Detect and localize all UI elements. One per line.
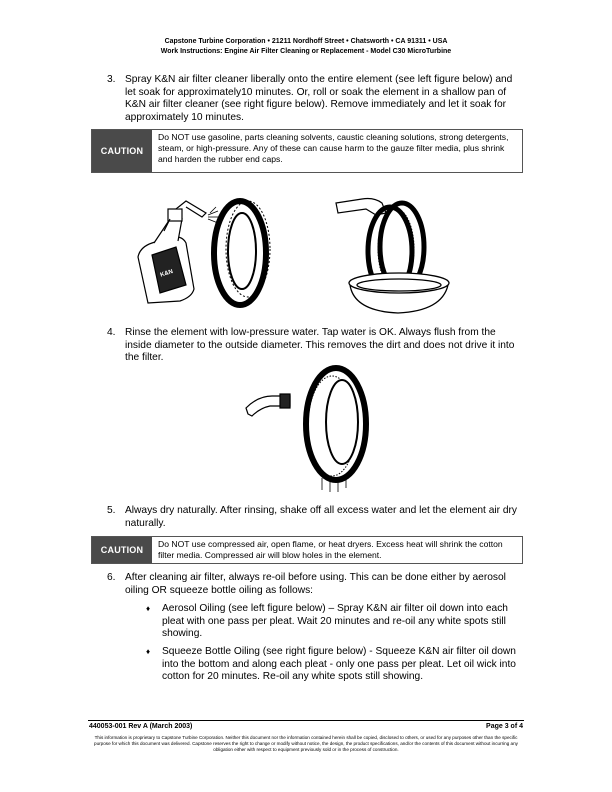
- step-5: [107, 505, 523, 530]
- bullet-text: Squeeze Bottle Oiling (see right figure below) - Squeeze K&N air filter oil down into the bottom and along each pleat - only one pass per pleat. Let oil wick into cotton for 20 minutes. Re-oil any white spots still showing.: [162, 646, 516, 683]
- step-3: [107, 74, 523, 124]
- hose-nozzle-illustration: [246, 394, 290, 416]
- figure-rinse-with-hose: [240, 362, 380, 492]
- step-text: Rinse the element with low-pressure water. Tap water is OK. Always flush from the inside diameter to the outside diameter. This removes the dirt and does not drive it into the filter.: [125, 327, 515, 364]
- step-number: 6.: [107, 572, 116, 583]
- caution-box-heat: [91, 536, 523, 564]
- header-title-line: Work Instructions: Engine Air Filter Cleaning or Replacement - Model C30 MicroTurbine: [160, 48, 452, 55]
- bullet-squeeze-bottle-oiling: [146, 646, 526, 684]
- footer-proprietary-notice: This information is proprietary to Capstone Turbine Corporation. Neither this document nor the information contained herein shall be copied, disclosed to others, or used for any purposes other than the specific purpose for which this document was delivered. Capstone reserves the right to change or modify without notice, the design, the product specifications, and/or the contents of this document without incurring any obligation either with respect to equipment previously sold or in the process of construction.: [94, 735, 518, 752]
- caution-label: CAUTION: [92, 130, 152, 172]
- step-text: After cleaning air filter, always re-oil before using. This can be done either by aerosol oiling OR squeeze bottle oiling as follows:: [125, 572, 506, 596]
- bottle-brand-label: K&N: [159, 268, 174, 279]
- step-number: 4.: [107, 327, 116, 338]
- caution-text: Do NOT use gasoline, parts cleaning solvents, caustic cleaning solutions, strong detergents, steam, or high-pressure. Any of these can cause harm to the gauze filter media, plus shrink and harden the rubber end caps.: [158, 132, 509, 164]
- bullet-aerosol-oiling: [146, 603, 526, 641]
- diamond-bullet-icon: ♦: [146, 647, 151, 656]
- caution-box-chemicals: [91, 129, 523, 173]
- footer-page-number: Page 3 of 4: [486, 723, 523, 730]
- step-text: Always dry naturally. After rinsing, shake off all excess water and let the element air dry naturally.: [125, 505, 518, 529]
- spray-bottle-illustration: [138, 201, 206, 303]
- bullet-text: Aerosol Oiling (see left figure below) – Spray K&N air filter oil down into each pleat with one pass per pleat. Wait 20 minutes and re-oil any white spots still showing.: [162, 603, 508, 640]
- caution-text: Do NOT use compressed air, open flame, or heat dryers. Excess heat will shrink the cotton filter media. Compressed air will blow holes in the element.: [158, 539, 503, 560]
- air-filter-element-left: [214, 201, 270, 305]
- diamond-bullet-icon: ♦: [146, 604, 151, 613]
- document-header: [0, 37, 612, 57]
- step-number: 5.: [107, 505, 116, 516]
- step-text: Spray K&N air filter cleaner liberally onto the entire element (see left figure below) and let soak for approximately10 minutes. Or, roll or soak the element in a shallow pan of K&N air filter cleaner (see right figure below). Remove immediately and let it soak for approximately 10 minutes.: [125, 74, 513, 123]
- shallow-pan-illustration: [349, 273, 449, 313]
- step-6: [107, 572, 523, 597]
- footer-divider: [88, 720, 524, 721]
- step-number: 3.: [107, 74, 116, 85]
- caution-label: CAUTION: [92, 537, 152, 563]
- figure-spray-and-soak: [130, 185, 500, 315]
- footer-doc-id: 440053-001 Rev A (March 2003): [89, 723, 193, 730]
- header-company-line: Capstone Turbine Corporation • 21211 Nordhoff Street • Chatsworth • CA 91311 • USA: [164, 38, 448, 45]
- air-filter-element-rinse: [306, 368, 366, 480]
- step-4: [107, 327, 523, 365]
